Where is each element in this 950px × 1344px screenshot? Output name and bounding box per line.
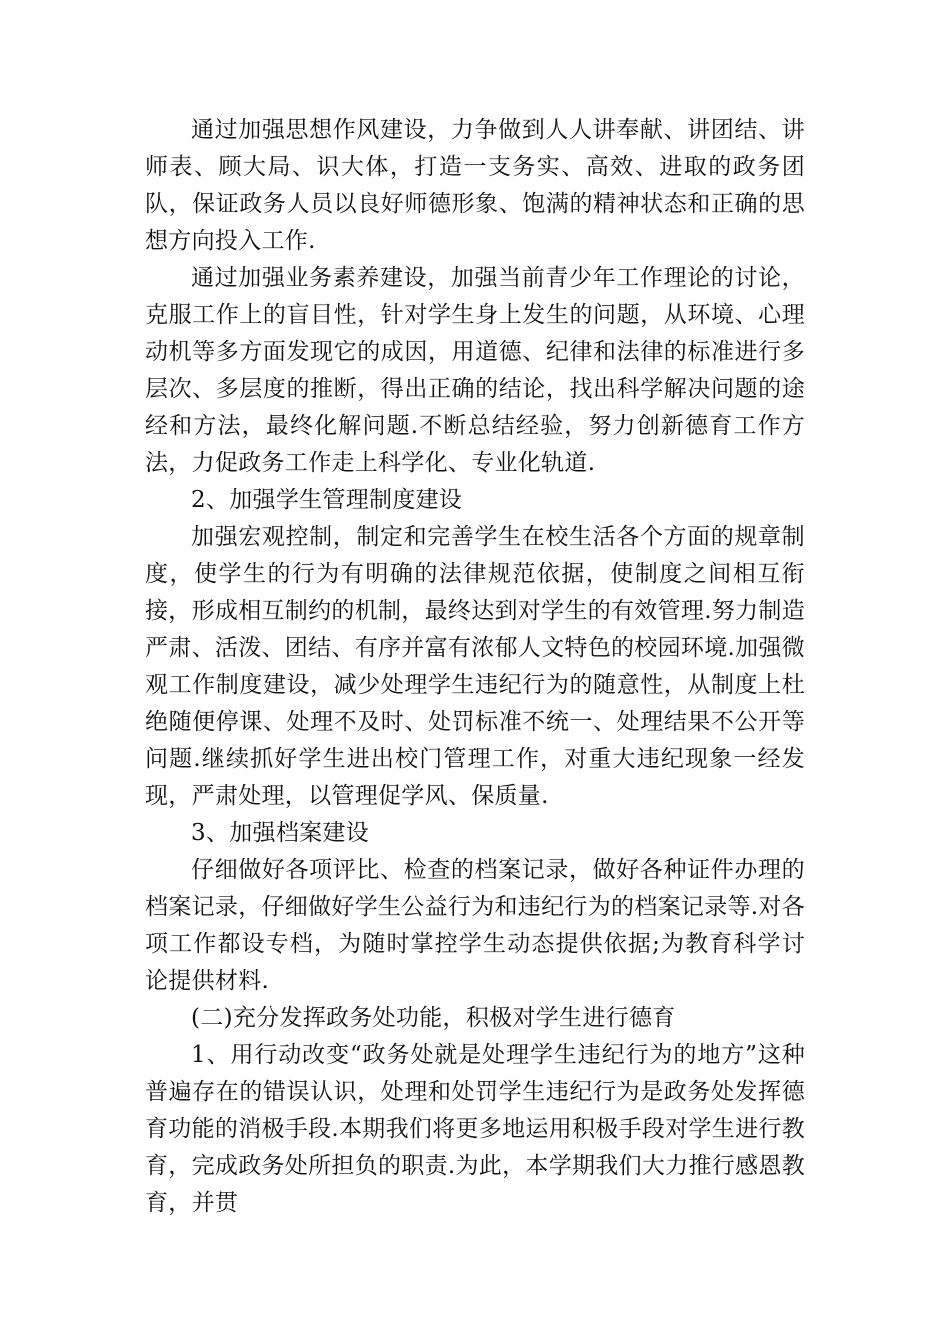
heading-archive-building: 3、加强档案建设	[191, 820, 370, 846]
heading-moral-education: (二)充分发挥政务处功能，积极对学生进行德育	[191, 1005, 676, 1031]
document-body	[145, 112, 805, 1222]
heading-management-system: 2、加强学生管理制度建设	[191, 487, 463, 513]
paragraph-macro-control: 加强宏观控制，制定和完善学生在校生活各个方面的规章制度，使学生的行为有明确的法律规范依据，使制度之间相互衔接，形成相互制约的机制，最终达到对学生的有效管理.努力制造严肃、活泼、团结、有序并富有浓郁人文特色的校园环境.加强微观工作制度建设，减少处理学生违纪行为的随意性，从制度上杜绝随便停课、处理不及时、处罚标准不统一、处理结果不公开等问题.继续抓好学生进出校门管理工作，对重大违纪现象一经发现，严肃处理，以管理促学风、保质量.	[145, 524, 806, 809]
paragraph-professional-building: 通过加强业务素养建设，加强当前青少年工作理论的讨论，克服工作上的盲目性，针对学生身上发生的问题，从环境、心理动机等多方面发现它的成因，用道德、纪律和法律的标准进行多层次、多层度的推断，得出正确的结论，找出科学解决问题的途经和方法，最终化解问题.不断总结经验，努力创新德育工作方法，力促政务工作走上科学化、专业化轨道.	[145, 265, 805, 476]
paragraph-change-perception: 1、用行动改变“政务处就是处理学生违纪行为的地方”这种普遍存在的错误认识，处理和处罚学生违纪行为是政务处发挥德育功能的消极手段.本期我们将更多地运用积极手段对学生进行教育，完成政务处所担负的职责.为此，本学期我们大力推行感恩教育，并贯	[145, 1042, 806, 1216]
paragraph-archive-records: 仔细做好各项评比、检查的档案记录，做好各种证件办理的档案记录，仔细做好学生公益行为和违纪行为的档案记录等.对各项工作都设专档，为随时掌控学生动态提供依据;为教育科学讨论提供材料.	[145, 857, 806, 994]
paragraph-ideology-building: 通过加强思想作风建设，力争做到人人讲奉献、讲团结、讲师表、顾大局、识大体，打造一支务实、高效、进取的政务团队，保证政务人员以良好师德形象、饱满的精神状态和正确的思想方向投入工作.	[145, 117, 805, 254]
